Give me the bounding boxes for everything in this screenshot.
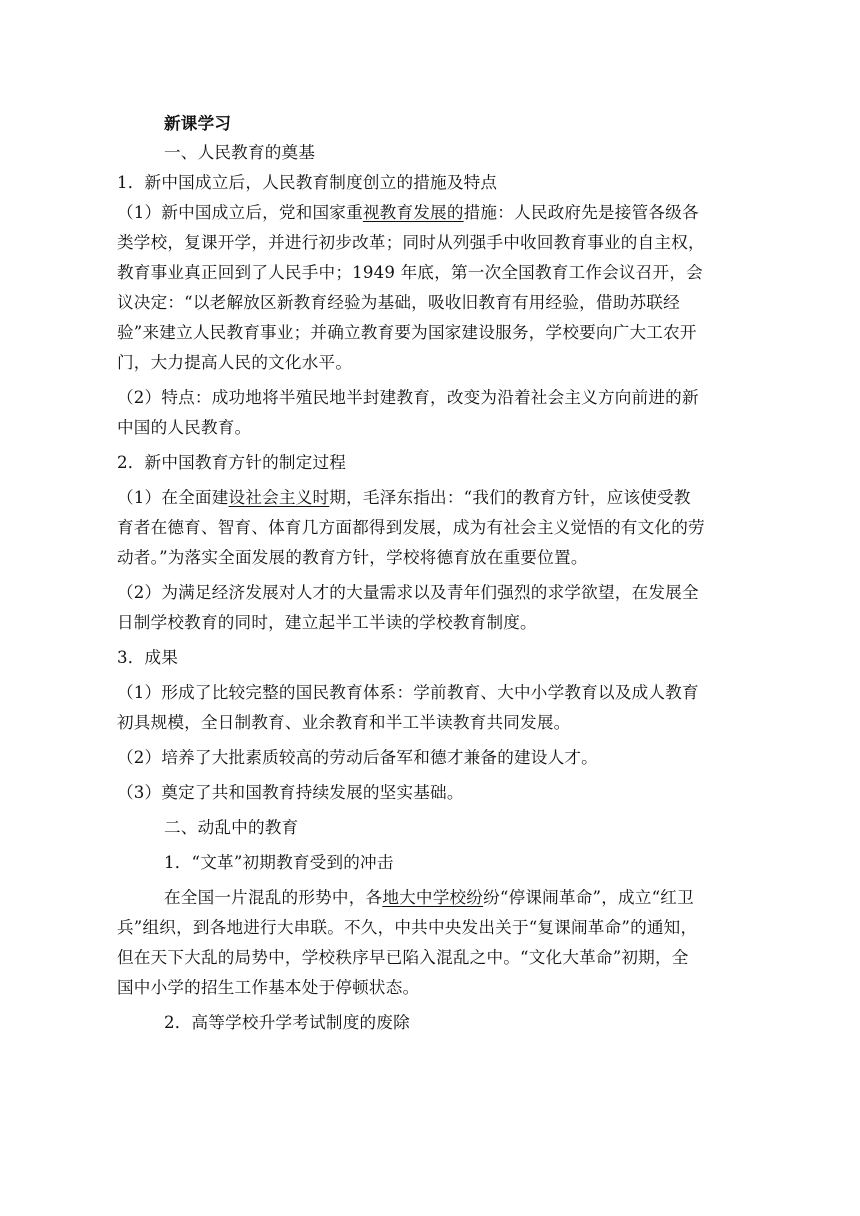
text-line: 兵”组织，到各地进行大串联。不久，中共中央发出关于“复课闹革命”的通知， bbox=[117, 918, 698, 937]
subheading-2-2: 2．高等学校升学考试制度的废除 bbox=[164, 1013, 410, 1032]
paragraph-1-3-3: （3）奠定了共和国教育持续发展的坚实基础。 bbox=[117, 783, 464, 802]
text-line: （1）新中国成立后，党和国家重视教育发展的措施：人民政府先是接管各级各 bbox=[117, 203, 699, 222]
text-line: 门，大力提高人民的文化水平。 bbox=[117, 353, 353, 372]
text-line: 但在天下大乱的局势中，学校秩序早已陷入混乱之中。“文化大革命”初期，全 bbox=[117, 948, 689, 967]
section-heading-1: 一、人民教育的奠基 bbox=[164, 143, 316, 162]
subheading-1-2: 2．新中国教育方针的制定过程 bbox=[117, 453, 347, 472]
underlined-text: 视教育发展的 bbox=[362, 203, 464, 222]
paragraph-1-1-2 bbox=[117, 383, 747, 443]
text-line: 育者在德育、智育、体育几方面都得到发展，成为有社会主义觉悟的有文化的劳 bbox=[117, 518, 705, 537]
paragraph-2-1 bbox=[117, 883, 747, 1003]
paragraph-1-3-1 bbox=[117, 678, 747, 738]
document-body bbox=[117, 108, 747, 1038]
paragraph-1-3-2: （2）培养了大批素质较高的劳动后备军和德才兼备的建设人才。 bbox=[117, 748, 598, 767]
text-line: 日制学校教育的同时，建立起半工半读的学校教育制度。 bbox=[117, 613, 537, 632]
paragraph-1-2-2 bbox=[117, 578, 747, 638]
text-line: 中国的人民教育。 bbox=[117, 418, 252, 437]
paragraph-1-1-1 bbox=[117, 198, 747, 378]
text-line: （1）形成了比较完整的国民教育体系：学前教育、大中小学教育以及成人教育 bbox=[117, 683, 699, 702]
paragraph-1-2-1 bbox=[117, 483, 747, 573]
underlined-text: 地大中学校纷 bbox=[382, 888, 484, 907]
text-line: （2）特点：成功地将半殖民地半封建教育，改变为沿着社会主义方向前进的新 bbox=[117, 388, 699, 407]
text-line: 教育事业真正回到了人民手中；1949 年底，第一次全国教育工作会议召开，会 bbox=[117, 263, 703, 282]
subheading-1-1: 1．新中国成立后，人民教育制度创立的措施及特点 bbox=[117, 173, 498, 192]
text-line: 国中小学的招生工作基本处于停顿状态。 bbox=[117, 978, 420, 997]
text-line: 议决定：“以老解放区新教育经验为基础，吸收旧教育有用经验，借助苏联经 bbox=[117, 293, 680, 312]
section-heading-2: 二、动乱中的教育 bbox=[164, 818, 299, 837]
subheading-2-1: 1．“文革”初期教育受到的冲击 bbox=[164, 853, 394, 872]
text-line: （1）在全面建设社会主义时期，毛泽东指出：“我们的教育方针，应该使受教 bbox=[117, 488, 691, 507]
subheading-1-3: 3．成果 bbox=[117, 648, 179, 667]
text-line: （2）为满足经济发展对人才的大量需求以及青年们强烈的求学欲望，在发展全 bbox=[117, 583, 699, 602]
text-line: 动者。”为落实全面发展的教育方针，学校将德育放在重要位置。 bbox=[117, 548, 588, 567]
page-title: 新课学习 bbox=[164, 113, 232, 133]
text-line: 初具规模，全日制教育、业余教育和半工半读教育共同发展。 bbox=[117, 713, 571, 732]
text-line: 在全国一片混乱的形势中，各地大中学校纷纷“停课闹革命”，成立“红卫 bbox=[164, 888, 694, 907]
text-line: 类学校，复课开学，并进行初步改革；同时从列强手中收回教育事业的自主权， bbox=[117, 233, 705, 252]
text-line: 验”来建立人民教育事业；并确立教育要为国家建设服务，学校要向广大工农开 bbox=[117, 323, 697, 342]
underlined-text: 设社会主义时 bbox=[228, 488, 330, 507]
